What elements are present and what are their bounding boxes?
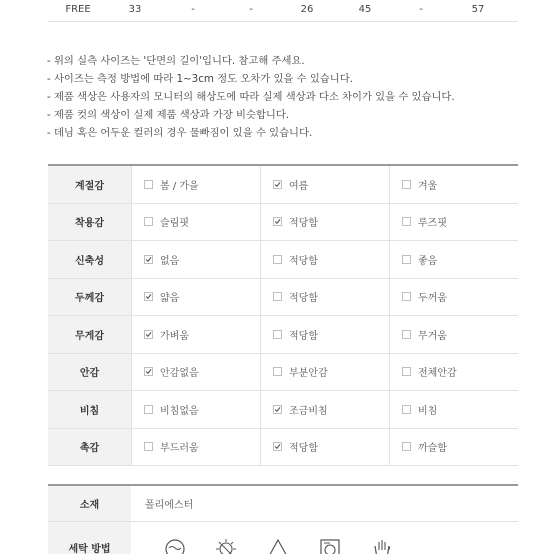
- feel-option: [389, 204, 518, 241]
- no-bleach-icon: [267, 538, 289, 554]
- feel-option-label: 적당함: [289, 293, 318, 305]
- checked-checkbox-icon: [273, 180, 282, 189]
- size-cell: -: [191, 4, 195, 15]
- feel-option-label: 비침없음: [160, 405, 199, 417]
- fabric-head: 소재: [48, 486, 131, 521]
- feel-option-label: 적당함: [289, 255, 318, 267]
- feel-row: [48, 429, 518, 467]
- size-label: FREE: [65, 4, 91, 15]
- feel-option: [389, 316, 518, 353]
- feel-option-label: 얇음: [160, 293, 180, 305]
- feel-row-head: 착용감: [48, 204, 131, 241]
- feel-row-head: 비침: [48, 391, 131, 428]
- feel-option: [389, 241, 518, 278]
- feel-option-label: 안감없음: [160, 368, 199, 380]
- unchecked-checkbox-icon: [402, 180, 411, 189]
- feel-option-label: 겨울: [418, 180, 438, 192]
- note-line: - 위의 실측 사이즈는 '단면의 길이'입니다. 참고해 주세요.: [47, 55, 305, 67]
- note-line: - 사이즈는 측정 방법에 따라 1~3cm 정도 오차가 있을 수 있습니다.: [47, 73, 353, 85]
- feel-option-label: 없음: [160, 255, 180, 267]
- size-cell: -: [419, 4, 423, 15]
- checked-checkbox-icon: [273, 217, 282, 226]
- checked-checkbox-icon: [144, 292, 153, 301]
- unchecked-checkbox-icon: [402, 367, 411, 376]
- size-notes: [47, 52, 517, 142]
- feel-option-label: 가벼움: [160, 330, 189, 342]
- checked-checkbox-icon: [144, 367, 153, 376]
- feel-option: [260, 166, 389, 203]
- feel-option: [260, 391, 389, 428]
- no-tumble-dry-icon: [215, 538, 237, 554]
- size-cell: 57: [471, 4, 485, 15]
- fabric-value: 폴리에스터: [145, 500, 194, 511]
- feel-option-label: 부드러움: [160, 443, 199, 455]
- unchecked-checkbox-icon: [402, 292, 411, 301]
- feel-row-head: 계절감: [48, 166, 131, 203]
- unchecked-checkbox-icon: [273, 367, 282, 376]
- note-line: - 데님 혹은 어두운 컬러의 경우 물빠짐이 있을 수 있습니다.: [47, 127, 313, 139]
- feel-option: [389, 391, 518, 428]
- size-cell: 26: [300, 4, 314, 15]
- feel-option-label: 까슬함: [418, 443, 447, 455]
- product-feel-table: [48, 164, 518, 466]
- feel-option: [260, 241, 389, 278]
- feel-row: [48, 204, 518, 242]
- feel-row: [48, 166, 518, 204]
- size-cell: 45: [358, 4, 372, 15]
- unchecked-checkbox-icon: [273, 292, 282, 301]
- feel-option: [389, 354, 518, 391]
- feel-option: [131, 204, 260, 241]
- size-cell: 33: [128, 4, 142, 15]
- feel-row-head: 촉감: [48, 429, 131, 466]
- wash-icons: [131, 522, 518, 554]
- checked-checkbox-icon: [144, 255, 153, 264]
- unchecked-checkbox-icon: [273, 330, 282, 339]
- feel-option-label: 전체안감: [418, 368, 457, 380]
- unchecked-checkbox-icon: [402, 405, 411, 414]
- feel-option: [260, 279, 389, 316]
- feel-option: [131, 354, 260, 391]
- unchecked-checkbox-icon: [273, 255, 282, 264]
- checked-checkbox-icon: [144, 330, 153, 339]
- feel-option-label: 무거움: [418, 330, 447, 342]
- feel-option-label: 슬림핏: [160, 218, 189, 230]
- feel-option-label: 좋음: [418, 255, 438, 267]
- feel-option-label: 봄 / 가을: [160, 180, 199, 192]
- feel-option-label: 조금비침: [289, 405, 328, 417]
- checked-checkbox-icon: [273, 405, 282, 414]
- feel-option: [389, 279, 518, 316]
- feel-option: [260, 316, 389, 353]
- unchecked-checkbox-icon: [144, 442, 153, 451]
- feel-option: [131, 316, 260, 353]
- feel-option: [389, 166, 518, 203]
- size-cell: -: [249, 4, 253, 15]
- feel-option: [131, 391, 260, 428]
- unchecked-checkbox-icon: [144, 217, 153, 226]
- size-row: [48, 0, 518, 22]
- feel-row: [48, 279, 518, 317]
- feel-option-label: 적당함: [289, 443, 318, 455]
- checked-checkbox-icon: [273, 442, 282, 451]
- feel-row: [48, 241, 518, 279]
- feel-row-head: 신축성: [48, 241, 131, 278]
- feel-option-label: 적당함: [289, 218, 318, 230]
- wash-head: 세탁 방법: [48, 522, 131, 554]
- unchecked-checkbox-icon: [402, 255, 411, 264]
- feel-row: [48, 316, 518, 354]
- unchecked-checkbox-icon: [402, 442, 411, 451]
- unchecked-checkbox-icon: [402, 330, 411, 339]
- hand-wash-glove-icon: [371, 538, 393, 554]
- feel-option: [260, 354, 389, 391]
- feel-option-label: 두꺼움: [418, 293, 447, 305]
- material-table: [48, 484, 518, 554]
- feel-option: [131, 241, 260, 278]
- wash-row: [48, 522, 518, 554]
- feel-option-label: 부분안감: [289, 368, 328, 380]
- dry-clean-icon: [319, 538, 341, 554]
- feel-row-head: 무게감: [48, 316, 131, 353]
- unchecked-checkbox-icon: [144, 405, 153, 414]
- feel-row-head: 두께감: [48, 279, 131, 316]
- feel-option: [260, 204, 389, 241]
- fabric-row: [48, 486, 518, 522]
- feel-option-label: 적당함: [289, 330, 318, 342]
- hand-wash-icon: [164, 538, 186, 554]
- unchecked-checkbox-icon: [402, 217, 411, 226]
- feel-option: [389, 429, 518, 466]
- feel-option-label: 여름: [289, 180, 309, 192]
- feel-row-head: 안감: [48, 354, 131, 391]
- feel-row: [48, 391, 518, 429]
- feel-row: [48, 354, 518, 392]
- feel-option-label: 비침: [418, 405, 438, 417]
- unchecked-checkbox-icon: [144, 180, 153, 189]
- feel-option: [260, 429, 389, 466]
- feel-option-label: 루즈핏: [418, 218, 447, 230]
- note-line: - 제품 컷의 색상이 실제 제품 색상과 가장 비슷합니다.: [47, 109, 290, 121]
- feel-option: [131, 279, 260, 316]
- feel-option: [131, 429, 260, 466]
- feel-option: [131, 166, 260, 203]
- note-line: - 제품 색상은 사용자의 모니터의 해상도에 따라 실제 색상과 다소 차이가 있을 수 있습니다.: [47, 91, 455, 103]
